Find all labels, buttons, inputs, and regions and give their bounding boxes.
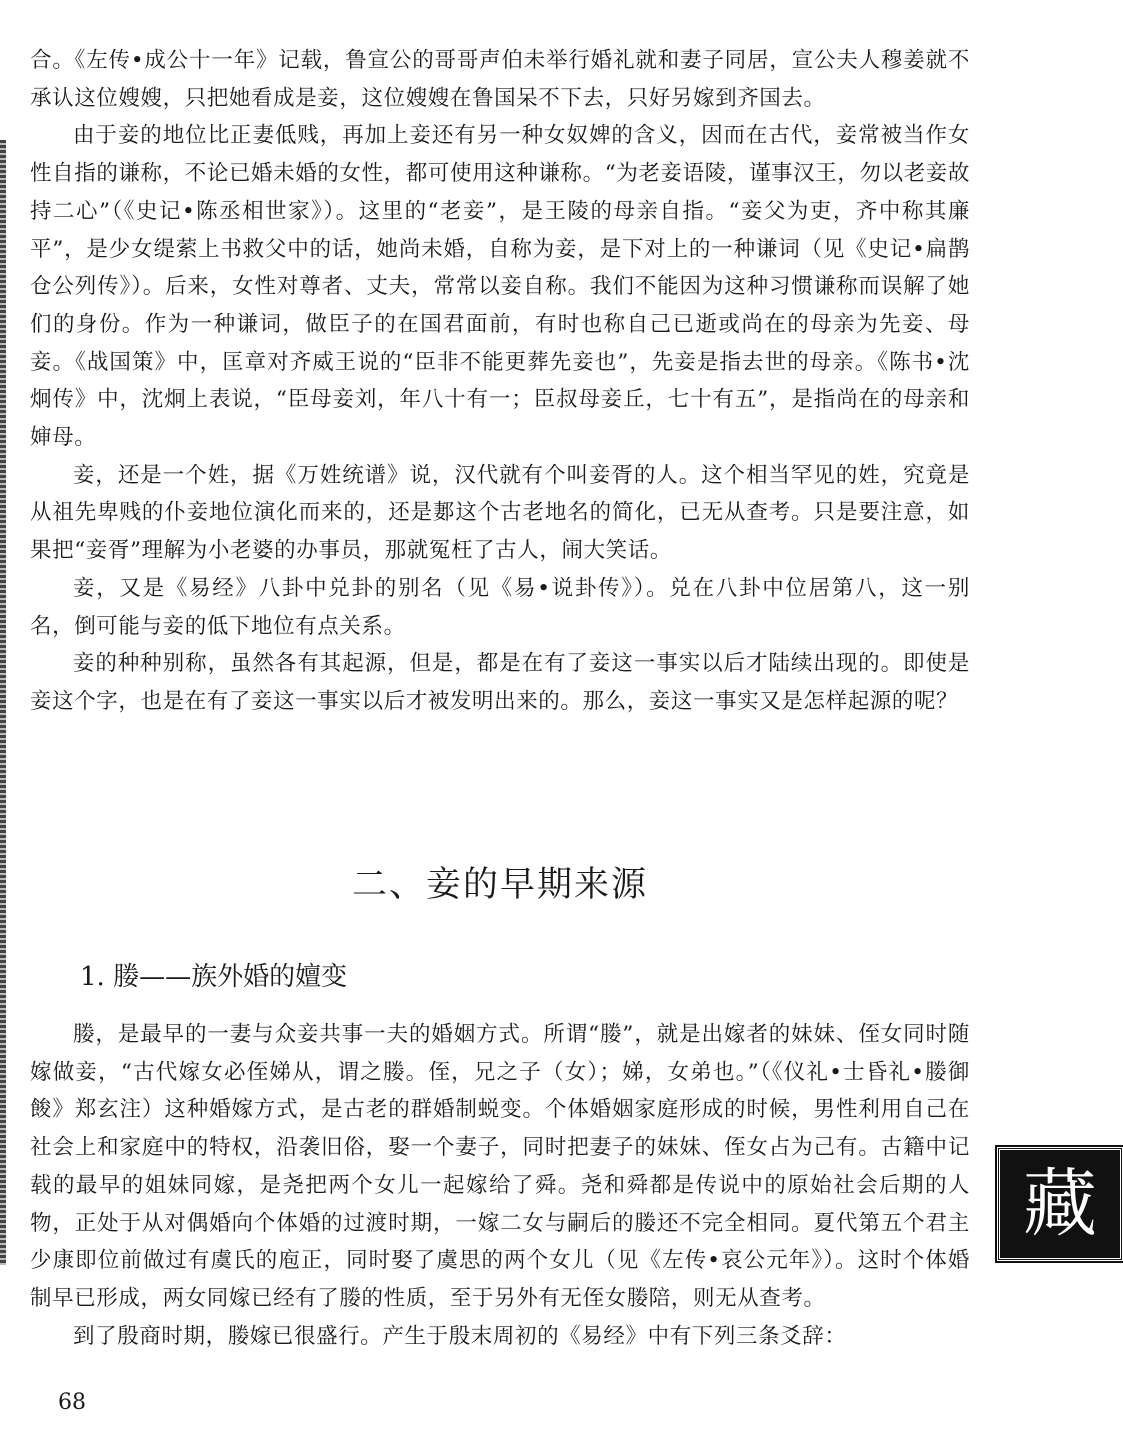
page-number: 68 — [58, 1390, 86, 1415]
body-text-bottom — [30, 1016, 970, 1355]
paragraph: 媵，是最早的一妻与众妾共事一夫的婚姻方式。所谓“媵”，就是出嫁者的妹妹、侄女同时随嫁做妾，“古代嫁女必侄娣从，谓之媵。侄，兄之子（女）；娣，女弟也。”（《仪礼•士昏礼•媵御餕》郑玄注）这种婚嫁方式，是古老的群婚制蜕变。个体婚姻家庭形成的时候，男性利用自己在社会上和家庭中的特权，沿袭旧俗，娶一个妻子，同时把妻子的妹妹、侄女占为己有。古籍中记载的最早的姐妹同嫁，是尧把两个女儿一起嫁给了舜。尧和舜都是传说中的原始社会后期的人物，正处于从对偶婚向个体婚的过渡时期，一嫁二女与嗣后的媵还不完全相同。夏代第五个君主少康即位前做过有虞氏的庖正，同时娶了虞思的两个女儿（见《左传•哀公元年》）。这时个体婚制早已形成，两女同嫁已经有了媵的性质，至于另外有无侄女媵陪，则无从查考。 — [30, 1022, 970, 1311]
paragraph: 由于妾的地位比正妻低贱，再加上妾还有另一种女奴婢的含义，因而在古代，妾常被当作女性自指的谦称，不论已婚未婚的女性，都可使用这种谦称。“为老妾语陵，谨事汉王，勿以老妾故持二心”（《史记•陈丞相世家》）。这里的“老妾”，是王陵的母亲自指。“妾父为吏，齐中称其廉平”，是少女缇萦上书救父中的话，她尚未婚，自称为妾，是下对上的一种谦词（见《史记•扁鹊仓公列传》）。后来，女性对尊者、丈夫，常常以妾自称。我们不能因为这种习惯谦称而误解了她们的身份。作为一种谦词，做臣子的在国君面前，有时也称自己已逝或尚在的母亲为先妾、母妾。《战国策》中，匡章对齐威王说的“臣非不能更葬先妾也”，先妾是指去世的母亲。《陈书•沈炯传》中，沈炯上表说，“臣母妾刘，年八十有一；臣叔母妾丘，七十有五”，是指尚在的母亲和婶母。 — [30, 123, 970, 451]
subsection-title: 1. 媵——族外婚的嬗变 — [80, 962, 348, 992]
cang-seal-stamp: 藏 — [997, 1147, 1123, 1261]
paragraph: 妾，又是《易经》八卦中兑卦的别名（见《易•说卦传》）。兑在八卦中位居第八，这一别名，倒可能与妾的低下地位有点关系。 — [30, 575, 970, 639]
book-binding-edge — [0, 140, 6, 1265]
paragraph: 妾的种种别称，虽然各有其起源，但是，都是在有了妾这一事实以后才陆续出现的。即使是妾这个字，也是在有了妾这一事实以后才被发明出来的。那么，妾这一事实又是怎样起源的呢？ — [30, 651, 970, 714]
paragraph: 合。《左传•成公十一年》记载，鲁宣公的哥哥声伯未举行婚礼就和妻子同居，宣公夫人穆姜就不承认这位嫂嫂，只把她看成是妾，这位嫂嫂在鲁国呆不下去，只好另嫁到齐国去。 — [30, 48, 970, 111]
body-text-top — [30, 42, 970, 721]
section-title: 二、妾的早期来源 — [351, 865, 648, 905]
paragraph: 到了殷商时期，媵嫁已很盛行。产生于殷末周初的《易经》中有下列三条爻辞： — [73, 1323, 847, 1349]
paragraph: 妾，还是一个姓，据《万姓统谱》说，汉代就有个叫妾胥的人。这个相当罕见的姓，究竟是从祖先卑贱的仆妾地位演化而来的，还是郪这个古老地名的简化，已无从查考。只是要注意，如果把“妾胥”理解为小老婆的办事员，那就冤枉了古人，闹大笑话。 — [30, 462, 970, 564]
